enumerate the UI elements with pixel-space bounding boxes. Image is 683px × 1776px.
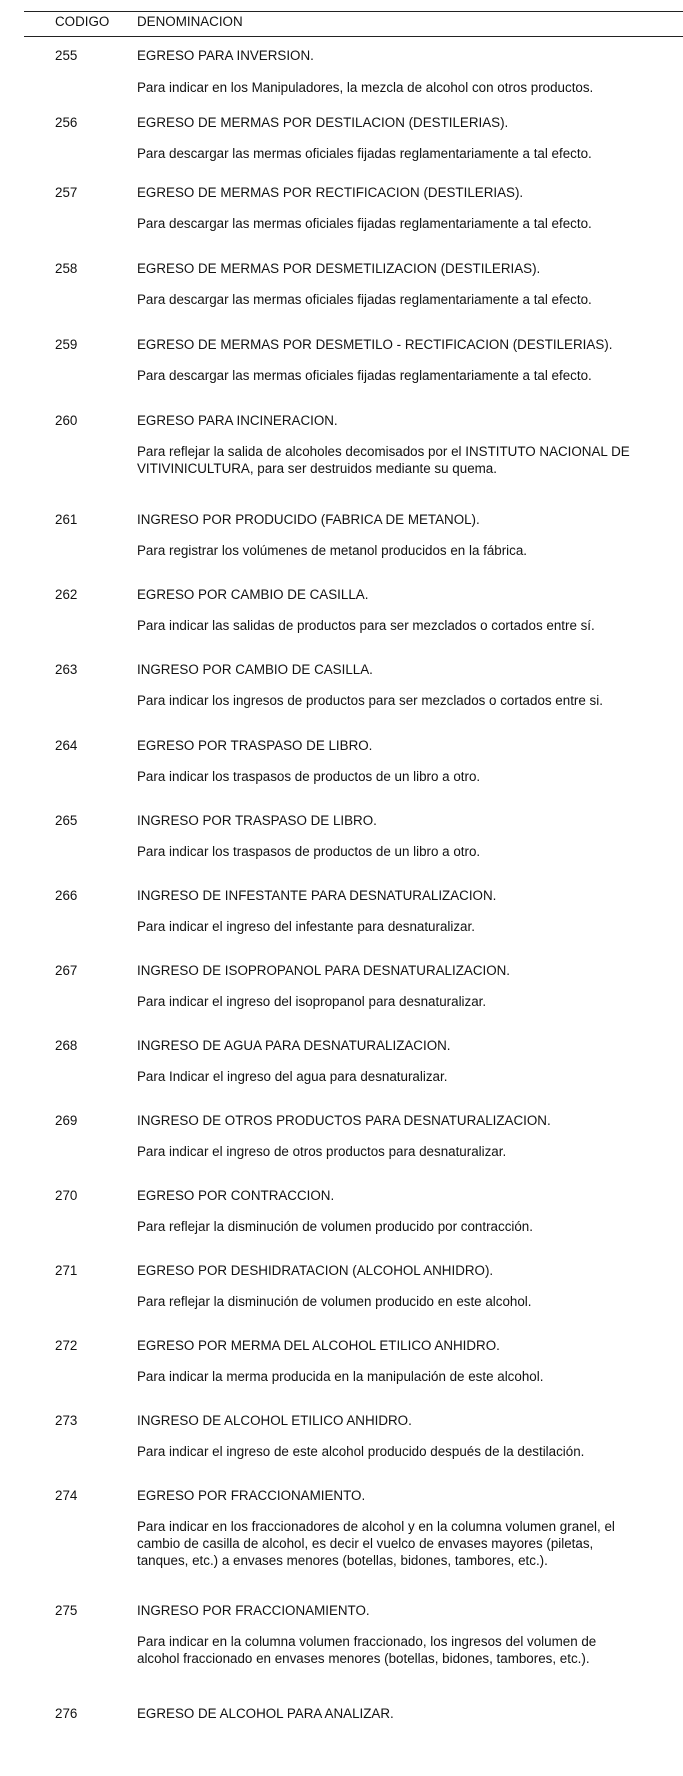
entry-code: 269 (55, 1113, 78, 1128)
entry-code: 257 (55, 185, 78, 200)
entry-description: Para indicar los traspasos de productos de un libro a otro. (137, 769, 481, 784)
entry-code: 274 (55, 1488, 78, 1503)
entry-title: EGRESO PARA INCINERACION. (137, 413, 338, 428)
entry-title: EGRESO DE MERMAS POR DESMETILIZACION (DESTILERIAS). (137, 261, 541, 276)
entry-code: 259 (55, 337, 78, 352)
entry-description: Para descargar las mermas oficiales fijadas reglamentariamente a tal efecto. (137, 146, 592, 161)
entry-title: INGRESO DE OTROS PRODUCTOS PARA DESNATURALIZACION. (137, 1113, 551, 1128)
entry-code: 256 (55, 115, 78, 130)
entry-code: 262 (55, 587, 78, 602)
entry-description: Para descargar las mermas oficiales fijadas reglamentariamente a tal efecto. (137, 292, 592, 307)
entry-code: 267 (55, 963, 78, 978)
entry-code: 260 (55, 413, 78, 428)
entry-description: Para reflejar la disminución de volumen producido por contracción. (137, 1219, 533, 1234)
entry-description: Para indicar el ingreso del infestante para desnaturalizar. (137, 919, 475, 934)
entry-title: EGRESO DE MERMAS POR DESMETILO - RECTIFICACION (DESTILERIAS). (137, 337, 613, 352)
entry-title: EGRESO POR CONTRACCION. (137, 1188, 335, 1203)
entry-code: 270 (55, 1188, 78, 1203)
entry-description: Para indicar las salidas de productos para ser mezclados o cortados entre sí. (137, 618, 595, 633)
entry-title: INGRESO POR CAMBIO DE CASILLA. (137, 662, 373, 677)
entry-title: EGRESO POR MERMA DEL ALCOHOL ETILICO ANHIDRO. (137, 1338, 500, 1353)
entry-description: Para descargar las mermas oficiales fijadas reglamentariamente a tal efecto. (137, 216, 592, 231)
entry-description: Para reflejar la salida de alcoholes decomisados por el INSTITUTO NACIONAL DE VITIVINICULTURA, para ser destruidos mediante su quema. (137, 444, 630, 476)
header-rule (24, 36, 683, 37)
entry-title: EGRESO POR FRACCIONAMIENTO. (137, 1488, 366, 1503)
entry-code: 261 (55, 512, 78, 527)
entry-description: Para registrar los volúmenes de metanol producidos en la fábrica. (137, 543, 528, 558)
entry-description: Para reflejar la disminución de volumen producido en este alcohol. (137, 1294, 532, 1309)
entry-title: EGRESO DE MERMAS POR RECTIFICACION (DESTILERIAS). (137, 185, 524, 200)
entry-title: INGRESO POR TRASPASO DE LIBRO. (137, 813, 377, 828)
entry-description: Para descargar las mermas oficiales fijadas reglamentariamente a tal efecto. (137, 368, 592, 383)
entry-title: INGRESO DE INFESTANTE PARA DESNATURALIZACION. (137, 888, 497, 903)
name-column-header: DENOMINACION (137, 14, 243, 29)
entry-description: Para indicar los ingresos de productos para ser mezclados o cortados entre si. (137, 693, 603, 708)
entry-title: INGRESO DE ISOPROPANOL PARA DESNATURALIZACION. (137, 963, 511, 978)
entry-code: 263 (55, 662, 78, 677)
entry-code: 271 (55, 1263, 78, 1278)
entry-description: Para indicar el ingreso de este alcohol producido después de la destilación. (137, 1444, 585, 1459)
entry-description: Para indicar la merma producida en la manipulación de este alcohol. (137, 1369, 544, 1384)
entry-code: 276 (55, 1706, 78, 1721)
entry-code: 264 (55, 738, 78, 753)
entry-code: 255 (55, 48, 78, 63)
entry-code: 266 (55, 888, 78, 903)
entry-code: 273 (55, 1413, 78, 1428)
entry-description: Para indicar en la columna volumen fraccionado, los ingresos del volumen de alcohol fraccionado en envases menores (botellas, bidones, tambores, etc.). (137, 1634, 597, 1666)
entry-description: Para indicar el ingreso de otros productos para desnaturalizar. (137, 1144, 507, 1159)
entry-code: 272 (55, 1338, 78, 1353)
entry-title: EGRESO DE MERMAS POR DESTILACION (DESTILERIAS). (137, 115, 509, 130)
entry-title: INGRESO DE ALCOHOL ETILICO ANHIDRO. (137, 1413, 412, 1428)
entry-description: Para indicar los traspasos de productos de un libro a otro. (137, 844, 481, 859)
code-column-header: CODIGO (55, 14, 110, 29)
entry-description: Para indicar en los fraccionadores de alcohol y en la columna volumen granel, el cambio de casilla de alcohol, es decir el vuelco de envases mayores (piletas, tanques, etc.) a envases menores (botellas, bidones, tambores, etc.). (137, 1519, 615, 1568)
entry-title: EGRESO POR DESHIDRATACION (ALCOHOL ANHIDRO). (137, 1263, 494, 1278)
entry-title: INGRESO POR PRODUCIDO (FABRICA DE METANOL). (137, 512, 480, 527)
entry-title: EGRESO POR CAMBIO DE CASILLA. (137, 587, 369, 602)
entry-code: 258 (55, 261, 78, 276)
entry-title: INGRESO DE AGUA PARA DESNATURALIZACION. (137, 1038, 451, 1053)
entry-title: EGRESO POR TRASPASO DE LIBRO. (137, 738, 373, 753)
entry-description: Para indicar el ingreso del isopropanol para desnaturalizar. (137, 994, 487, 1009)
entry-description: Para Indicar el ingreso del agua para desnaturalizar. (137, 1069, 448, 1084)
entry-code: 265 (55, 813, 78, 828)
entry-title: INGRESO POR FRACCIONAMIENTO. (137, 1603, 370, 1618)
top-rule (24, 11, 683, 12)
entry-description: Para indicar en los Manipuladores, la mezcla de alcohol con otros productos. (137, 80, 594, 95)
entry-code: 275 (55, 1603, 78, 1618)
entry-title: EGRESO PARA INVERSION. (137, 48, 314, 63)
entry-title: EGRESO DE ALCOHOL PARA ANALIZAR. (137, 1706, 394, 1721)
entry-code: 268 (55, 1038, 78, 1053)
